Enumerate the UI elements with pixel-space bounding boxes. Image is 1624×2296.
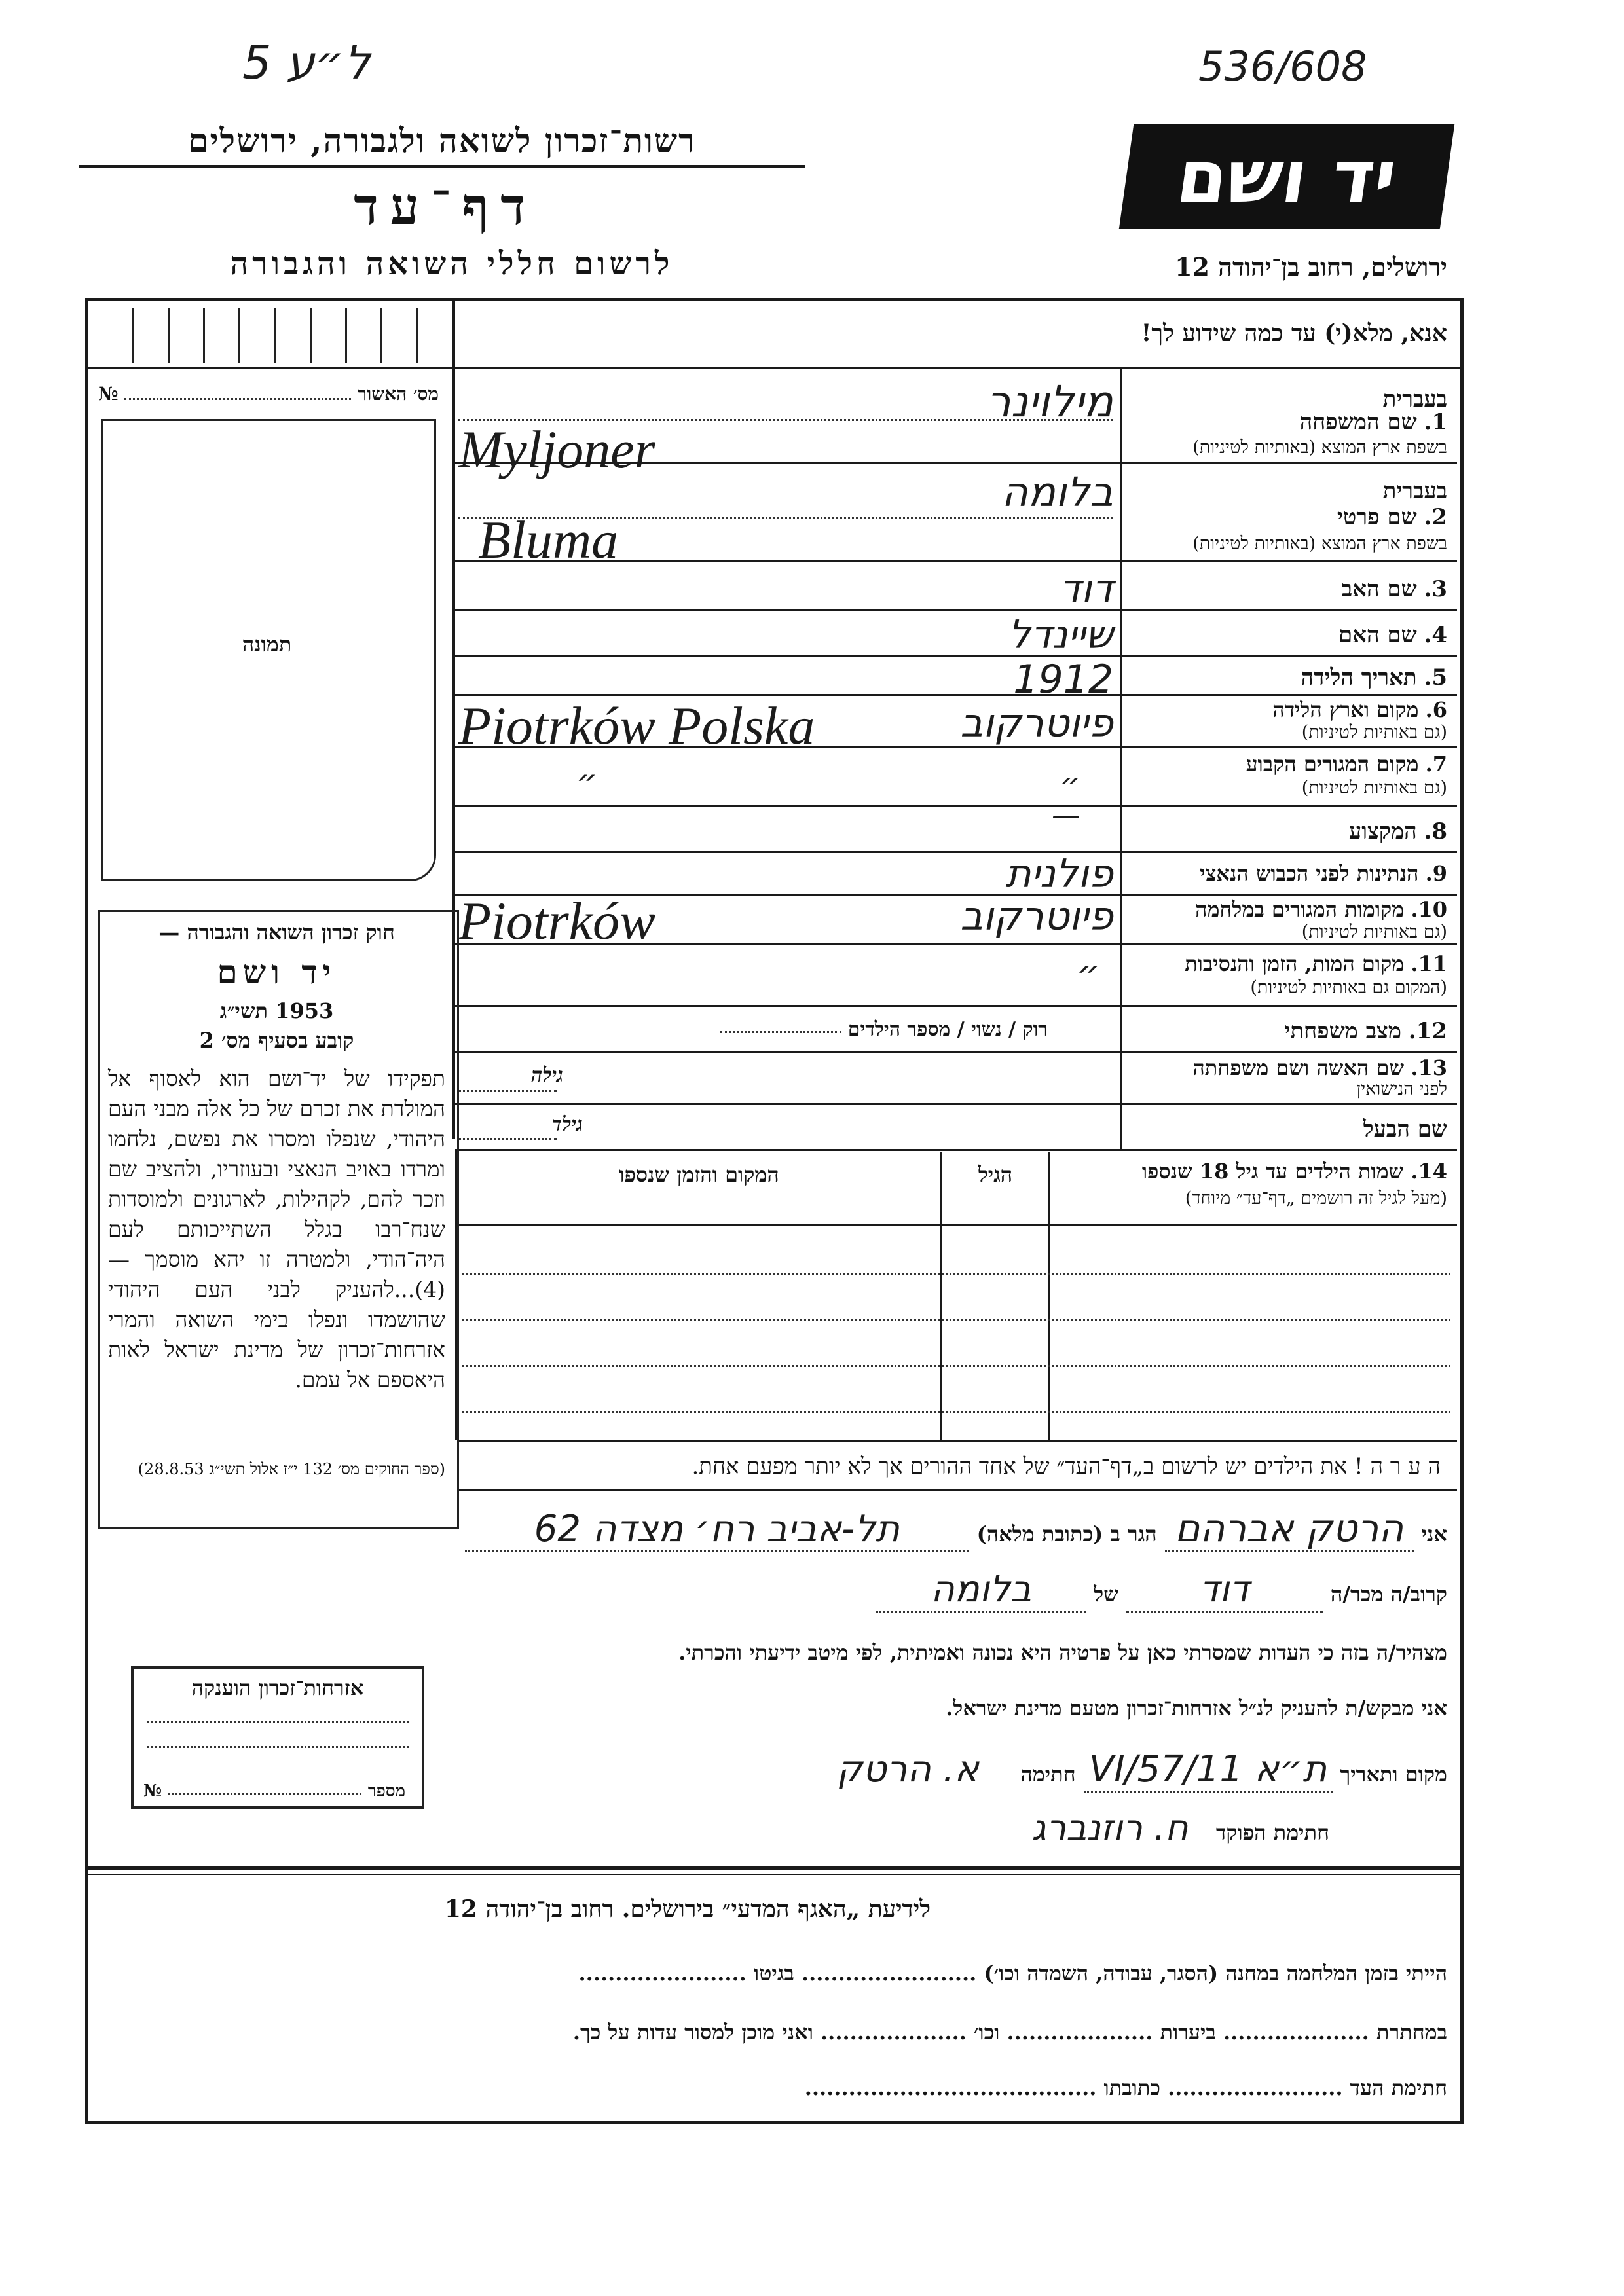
authority-name: רשות־זכרון לשואה ולגבורה, ירושלים <box>188 121 696 160</box>
children-place-header: המקום והזמן שנספו <box>619 1162 779 1187</box>
relation-of-name: בלומה <box>876 1568 1086 1613</box>
surname-latin-value: Myljoner <box>458 420 655 479</box>
children-age-header: הגיל <box>978 1162 1013 1187</box>
place-date-line: מקום ותאריך ת״א 11/VI/57 חתימה א. הרטק <box>465 1748 1447 1793</box>
husband-value: גילד <box>551 1113 583 1136</box>
page-subtitle: לרשום חללי השואה והגבורה <box>230 246 674 282</box>
field-10-label: 10. מקומות המגורים במלחמה <box>1195 897 1447 922</box>
mother-name-value: שיינדל <box>1008 612 1113 658</box>
children-sub: (מעל לגיל זה רושמים „דף־עד״ מיוחד) <box>1185 1188 1447 1209</box>
residence-latin-value: ״ <box>576 763 598 801</box>
birth-date-value: 1912 <box>1013 657 1113 702</box>
officer-signature: ח. רוזנברג <box>1031 1807 1189 1848</box>
field-2-hebrew-tag: בעברית <box>1382 478 1447 504</box>
death-place-value: ״ <box>1076 953 1100 995</box>
nationality-value: פולנית <box>1005 851 1113 897</box>
husband-label: שם הבעל <box>1363 1116 1447 1142</box>
citizenship-no-sign: № <box>143 1781 162 1801</box>
field-4-label: 4. שם האם <box>1338 622 1447 648</box>
declarant-line: אני הרטק אברהם הגר ב (כתובת מלאה) תל-אביב רח׳ מצדה 62 <box>465 1506 1447 1552</box>
field-1-label: 1. שם המשפחה <box>1299 409 1447 435</box>
field-5-label: 5. תאריך הלידה <box>1301 665 1447 691</box>
field-6-label: 6. מקום וארץ הלידה <box>1272 697 1447 722</box>
firstname-hebrew-value: בלומה <box>1001 468 1113 516</box>
wartime-residence-latin-value: Piotrków <box>458 891 655 951</box>
field-13-label: 13. שם האשה ושם משפחתה <box>1192 1055 1447 1080</box>
citizenship-box <box>131 1666 424 1809</box>
field-7-label: 7. מקום המגורים הקבוע <box>1246 752 1447 776</box>
firstname-latin-value: Bluma <box>478 510 619 570</box>
declarant-name: הרטק אברהם <box>1165 1506 1414 1552</box>
approval-label: מס׳ האשור <box>358 383 439 405</box>
page-title: דף־עד <box>354 177 537 236</box>
field-2-sub: בשפת ארץ המוצא (באותיות לטיניות) <box>1192 534 1447 554</box>
birthplace-hebrew-value: פיוטרקוב <box>960 701 1113 746</box>
field-1-hebrew-tag: בעברית <box>1382 386 1447 412</box>
relation-value: דוד <box>1126 1568 1323 1613</box>
children-note: ה ע ר ה ! את הילדים יש לרשום ב„דף־העד״ של אחד ההורים אך לא יותר מפעם אחת. <box>692 1453 1441 1480</box>
father-name-value: דוד <box>1060 566 1113 612</box>
law-heading: חוק זכרון השואה והגבורה — <box>158 920 395 945</box>
footer-camp-line: הייתי בזמן המלחמה במחנה (הסגר, עבודה, השמדה וכו׳) ........................ בגיטו ....................... <box>578 1961 1447 1986</box>
field-10-sub: (גם באותיות לטיניות) <box>1301 922 1447 942</box>
wife-maiden-value: גילה <box>530 1064 563 1087</box>
field-11-sub: (המקום גם באותיות לטיניות) <box>1250 977 1447 998</box>
surname-hebrew-value: מילוינר <box>986 376 1113 427</box>
birthplace-latin-value: Piotrków Polska <box>458 696 815 756</box>
field-11-label: 11. מקום המות, הזמן והנסיבות <box>1185 951 1447 976</box>
footer-witness-line: חתימת העד ........................ כתובתו ........................................ <box>804 2075 1447 2100</box>
photo-label: תמונה <box>242 632 292 657</box>
law-text: תפקידו של יד־ושם הוא לאסוף אל המולדת את זכרם של כל אלה מבני העם היהודי, שנפלו ומסרו את נפשם, נלחמו ומרדו באויב הנאצי ובעוזריו, ולהציב שם וזכר להם, לקהילות, לארגונים ולמוסדות שנח־רבו בגלל השתייכותם לעם היה־הודי, ולמטרה זו יהא מוסמך — (4)...להעניק לבני העם היהודי שהושמדו ונפלו בימי השואה והמרי אזרחות־זכרון של מדינת ישראל לאות היאספם אל עמם. <box>108 1066 445 1393</box>
declarant-address: תל-אביב רח׳ מצדה 62 <box>465 1508 969 1552</box>
field-8-label: 8. המקצוע <box>1349 818 1447 845</box>
law-source: (ספר החוקים מס׳ 132 י״ז אלול תשי״ג 28.8.53) <box>138 1460 445 1478</box>
law-clause: קובע בסעיף מס׳ 2 <box>199 1028 354 1053</box>
family-status-options: רוק / נשוי / מספר הילדים <box>720 1018 1048 1041</box>
residence-hebrew-value: ״ <box>1059 766 1080 804</box>
field-12-label: 12. מצב משפחתי <box>1284 1018 1447 1044</box>
citizenship-number-label: מספר <box>367 1781 405 1801</box>
declaration-statement: מצהיר/ה בזה כי העדות שמסרתי כאן על פרטיה היא נכונה ואמיתית, לפי מיטב ידיעתי והכרתי. <box>678 1640 1447 1665</box>
citizenship-request: אני מבקש/ת להעניק לנ״ל אזרחות־זכרון מטעם מדינת ישראל. <box>946 1696 1447 1721</box>
field-6-sub: (גם באותיות לטיניות) <box>1301 722 1447 742</box>
place-date-value: ת״א 11/VI/57 <box>1084 1748 1333 1793</box>
field-1-sub: בשפת ארץ המוצא (באותיות לטיניות) <box>1192 437 1447 458</box>
field-13-sub: לפני הנישואין <box>1356 1079 1447 1099</box>
field-7-sub: (גם באותיות לטיניות) <box>1301 778 1447 798</box>
institute-address: ירושלים, רחוב בן־יהודה 12 <box>1175 252 1447 282</box>
declarant-signature: א. הרטק <box>836 1748 979 1791</box>
wartime-residence-hebrew-value: פיוטרקוב <box>960 894 1113 939</box>
archive-mark-right: 536/608 <box>1198 43 1367 90</box>
law-year: 1953 תשי״ג <box>219 998 334 1023</box>
relation-line: קרוב/ה מכר/ה דוד של בלומה <box>465 1568 1447 1613</box>
field-3-label: 3. שם האב <box>1341 576 1447 602</box>
children-label: 14. שמות הילדים עד גיל 18 שנספו <box>1141 1159 1447 1184</box>
instruction-text: אנא, מלא(י) עד כמה שידוע לך! <box>1141 319 1447 347</box>
approval-no-sign: № <box>98 383 119 405</box>
yad-vashem-logo <box>1119 124 1454 229</box>
officer-line: חתימת הפוקד ח. רוזנברג <box>465 1807 1447 1848</box>
law-name: יד ושם <box>217 953 337 991</box>
field-9-label: 9. הנתינות לפני הכבוש הנאצי <box>1200 861 1447 886</box>
approval-number <box>98 383 439 405</box>
field-2-label: 2. שם פרטי <box>1337 504 1447 530</box>
citizenship-title: אזרחות־זכרון הוענקה <box>191 1675 364 1700</box>
profession-value: — <box>1052 799 1080 832</box>
footer-underground-line: במחתרת .................... ביערות .................... וכו׳ .................... ואני מוכן למסור עדות על כך. <box>572 2020 1447 2045</box>
archive-mark-left: ל״ע 5 <box>242 36 371 90</box>
office-code-boxes <box>98 308 452 363</box>
logo-text: יד ושם <box>1172 135 1402 219</box>
footer-title: לידיעת „האגף המדעי״ בירושלים. רחוב בן־יהודה 12 <box>444 1895 931 1923</box>
